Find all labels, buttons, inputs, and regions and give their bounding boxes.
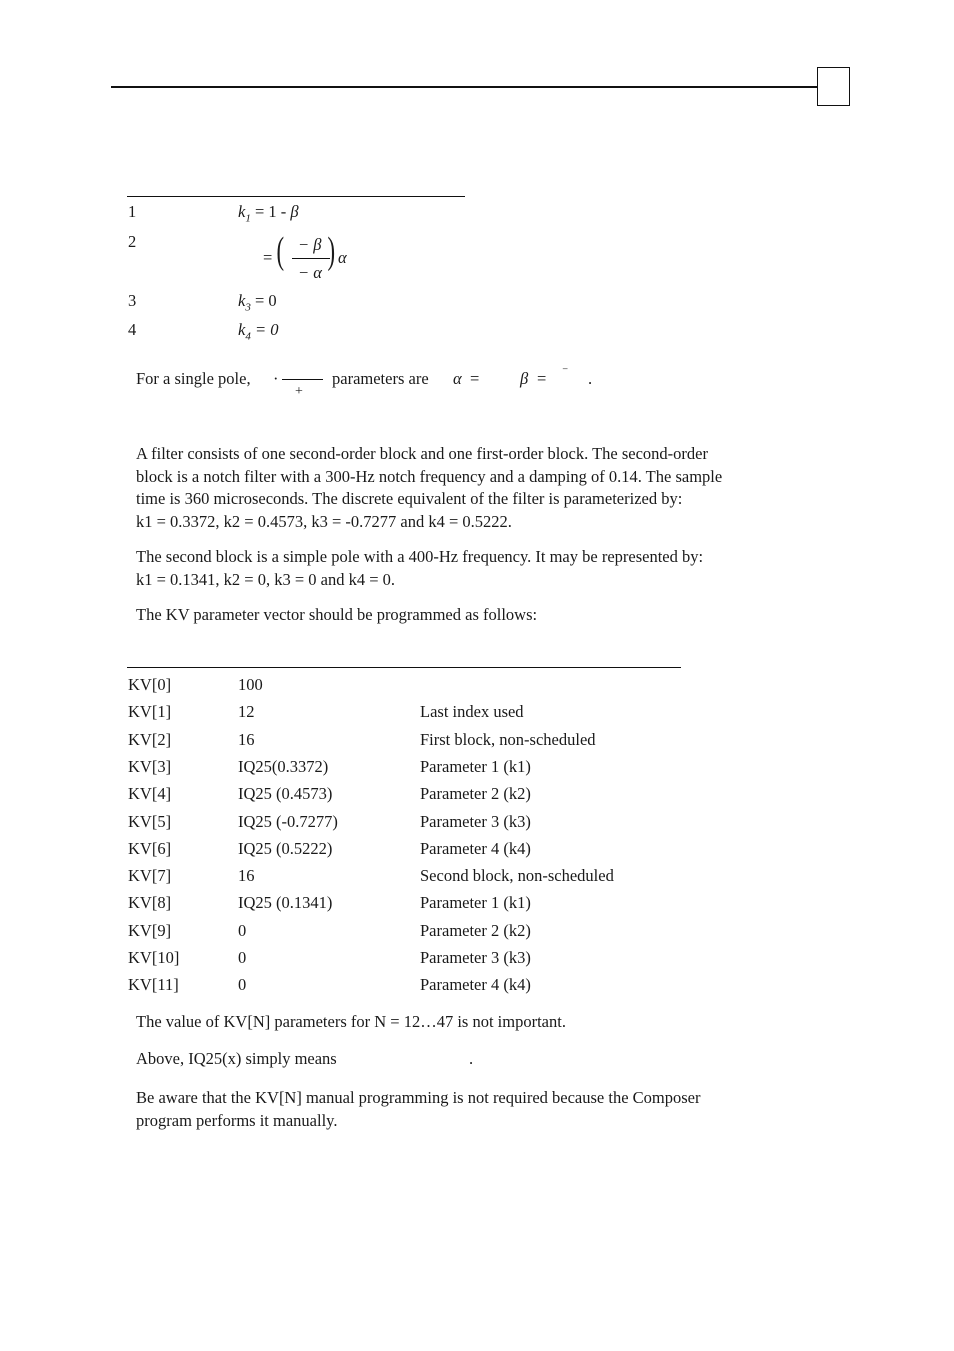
second-block-paragraph (136, 546, 826, 591)
example-paragraph (136, 443, 826, 533)
single-pole-tilde: ⁻ (562, 364, 569, 378)
filter-row-index: 1 (128, 202, 137, 221)
kv-desc-cell: Second block, non-scheduled (420, 866, 614, 885)
filter-table-rule (127, 196, 465, 197)
kv-desc-cell: Parameter 4 (k4) (420, 839, 531, 858)
kv-intro-paragraph: The KV parameter vector should be programmed as follows: (136, 605, 538, 624)
kv-desc-cell: Parameter 2 (k2) (420, 784, 531, 803)
composer-note-paragraph (136, 1087, 826, 1132)
kv-value-cell: IQ25(0.3372) (238, 757, 329, 776)
kv-desc-cell: First block, non-scheduled (420, 730, 596, 749)
kv-desc-cell: Parameter 2 (k2) (420, 921, 531, 940)
paragraph-line: Be aware that the KV[N] manual programming is not required because the Composer (136, 1088, 701, 1107)
kv-name-cell: KV[7] (128, 866, 172, 885)
formula-rhs: = 0 (250, 291, 277, 310)
kv-name-cell: KV[0] (128, 675, 172, 694)
kv-table-rule (127, 667, 681, 668)
filter-row-formula (238, 202, 299, 224)
kv-desc-cell: Parameter 1 (k1) (420, 757, 531, 776)
kv-value-cell: 0 (238, 921, 247, 940)
single-pole-eq1: = (470, 369, 480, 388)
formula-var: k (238, 320, 246, 339)
right-paren-icon: ) (327, 230, 336, 272)
paragraph-line: A filter consists of one second-order block and one first-order block. The second-order (136, 444, 708, 463)
kv-value-cell: 100 (238, 675, 263, 694)
single-pole-mid: parameters are (332, 369, 429, 388)
kv-value-cell: IQ25 (0.4573) (238, 784, 333, 803)
kv-note-paragraph: The value of KV[N] parameters for N = 12…47 is not important. (136, 1012, 566, 1031)
kv-value-cell: IQ25 (0.1341) (238, 893, 333, 912)
kv-name-cell: KV[2] (128, 730, 172, 749)
kv-name-cell: KV[1] (128, 702, 172, 721)
single-pole-end: . (588, 369, 593, 388)
formula-greek: β (290, 202, 299, 221)
paragraph-line: The second block is a simple pole with a 400-Hz frequency. It may be represented by: (136, 547, 704, 566)
page-number-box (817, 67, 850, 106)
kv-desc-cell: Last index used (420, 702, 524, 721)
iq25-note-text: Above, IQ25(x) simply means (136, 1049, 337, 1068)
left-paren-icon: ( (276, 230, 285, 272)
paragraph-line: k1 = 0.1341, k2 = 0, k3 = 0 and k4 = 0. (136, 569, 396, 589)
filter-row-index: 2 (128, 232, 137, 251)
kv-value-cell: IQ25 (-0.7277) (238, 812, 338, 831)
formula-alpha: α (338, 248, 347, 267)
filter-row-formula (238, 291, 277, 313)
filter-row-index: 4 (128, 320, 137, 339)
formula-sub: 1 (245, 212, 251, 225)
fraction-denominator: − α (298, 263, 322, 282)
kv-value-cell: 16 (238, 866, 255, 885)
single-pole-plus: + (295, 384, 303, 399)
kv-name-cell: KV[6] (128, 839, 172, 858)
single-pole-dot: · (273, 369, 279, 388)
formula-eq: = (263, 248, 273, 267)
filter-row-index: 3 (128, 291, 137, 310)
kv-value-cell: 0 (238, 975, 247, 994)
single-pole-eq2: = (537, 369, 547, 388)
single-pole-beta: β (520, 369, 529, 388)
fraction-bar (292, 258, 330, 259)
kv-desc-cell: Parameter 4 (k4) (420, 975, 531, 994)
kv-desc-cell: Parameter 3 (k3) (420, 812, 531, 831)
kv-name-cell: KV[8] (128, 893, 172, 912)
kv-value-cell: 0 (238, 948, 247, 967)
kv-name-cell: KV[4] (128, 784, 172, 803)
kv-name-cell: KV[11] (128, 975, 179, 994)
kv-value-cell: 12 (238, 702, 255, 721)
iq25-note-end: . (469, 1049, 474, 1068)
kv-desc-cell: Parameter 1 (k1) (420, 893, 531, 912)
formula-sub: 4 (245, 330, 251, 343)
paragraph-line: k1 = 0.3372, k2 = 0.4573, k3 = -0.7277 and k4 = 0.5222. (136, 511, 512, 531)
formula-rhs: = 0 (250, 320, 279, 339)
paragraph-line: program performs it manually. (136, 1110, 338, 1130)
paragraph-line: block is a notch filter with a 300-Hz notch frequency and a damping of 0.14. The sample (136, 466, 723, 486)
kv-name-cell: KV[5] (128, 812, 172, 831)
formula-sub: 3 (245, 301, 251, 314)
paragraph-line: time is 360 microseconds. The discrete equivalent of the filter is parameterized by: (136, 489, 683, 509)
single-pole-alpha: α (453, 369, 462, 388)
kv-value-cell: IQ25 (0.5222) (238, 839, 333, 858)
header-rule (111, 86, 818, 88)
kv-name-cell: KV[9] (128, 921, 172, 940)
kv-value-cell: 16 (238, 730, 255, 749)
single-pole-prefix: For a single pole, (136, 369, 251, 388)
formula-rhs: = 1 - (250, 202, 291, 221)
formula-var: k (238, 202, 246, 221)
kv-name-cell: KV[10] (128, 948, 180, 967)
fraction-numerator: − β (298, 235, 322, 254)
single-pole-fraction-bar (282, 379, 323, 380)
kv-name-cell: KV[3] (128, 757, 172, 776)
kv-desc-cell: Parameter 3 (k3) (420, 948, 531, 967)
formula-var: k (238, 291, 246, 310)
filter-row-formula (238, 320, 278, 342)
